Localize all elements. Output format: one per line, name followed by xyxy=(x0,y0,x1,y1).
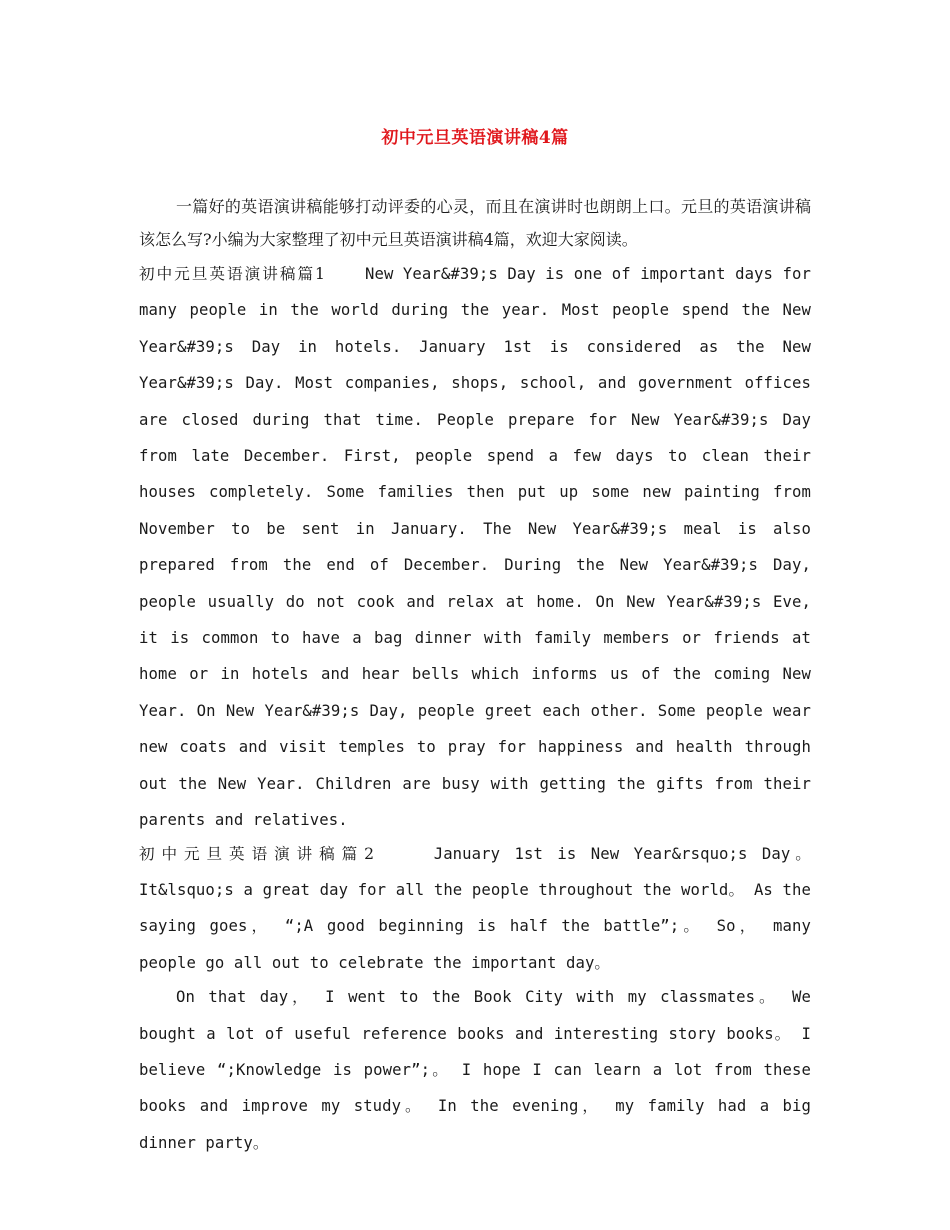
section-2-heading: 初中元旦英语演讲稿篇2 xyxy=(139,844,377,863)
section-2-paragraph xyxy=(139,836,811,982)
document-body xyxy=(139,190,811,1161)
intro-paragraph: 一篇好的英语演讲稿能够打动评委的心灵，而且在演讲时也朗朗上口。元旦的英语演讲稿该怎么写?小编为大家整理了初中元旦英语演讲稿4篇，欢迎大家阅读。 xyxy=(139,197,811,249)
section-1-heading: 初中元旦英语演讲稿篇1 xyxy=(139,265,327,283)
section-2-text: January 1st is New Year&rsquo;s Day。 It&lsquo;s a great day for all the people throughout the world。 As the saying goes， “;A good beginning is half the battle”;。 So， many people go all out to celebrate the important day。 xyxy=(139,844,812,972)
document-title: 初中元旦英语演讲稿4篇 xyxy=(381,128,569,148)
section-2-paragraph-2: On that day， I went to the Book City with my classmates。 We bought a lot of useful reference books and interesting story books。 I believe “;Knowledge is power”;。 I hope I can learn a lot from these books and improve my study。 In the evening， my family had a big dinner party。 xyxy=(139,988,811,1152)
section-1-text: New Year&#39;s Day is one of important days for many people in the world during the year. Most people spend the New Year&#39;s Day in hotels. January 1st is considered as the New Year&#39;s Day. Most companies, shops, school, and government offices are closed during that time. People prepare for New Year&#39;s Day from late December. First, people spend a few days to clean their houses completely. Some families then put up some new painting from November to be sent in January. The New Year&#39;s meal is also prepared from the end of December. During the New Year&#39;s Day, people usually do not cook and relax at home. On New Year&#39;s Eve, it is common to have a bag dinner with family members or friends at home or in hotels and hear bells which informs us of the coming New Year. On New Year&#39;s Day, people greet each other. Some people wear new coats and visit temples to pray for happiness and health through out the New Year. Children are busy with getting the gifts from their parents and relatives. xyxy=(139,265,812,830)
section-1-paragraph xyxy=(139,256,811,839)
